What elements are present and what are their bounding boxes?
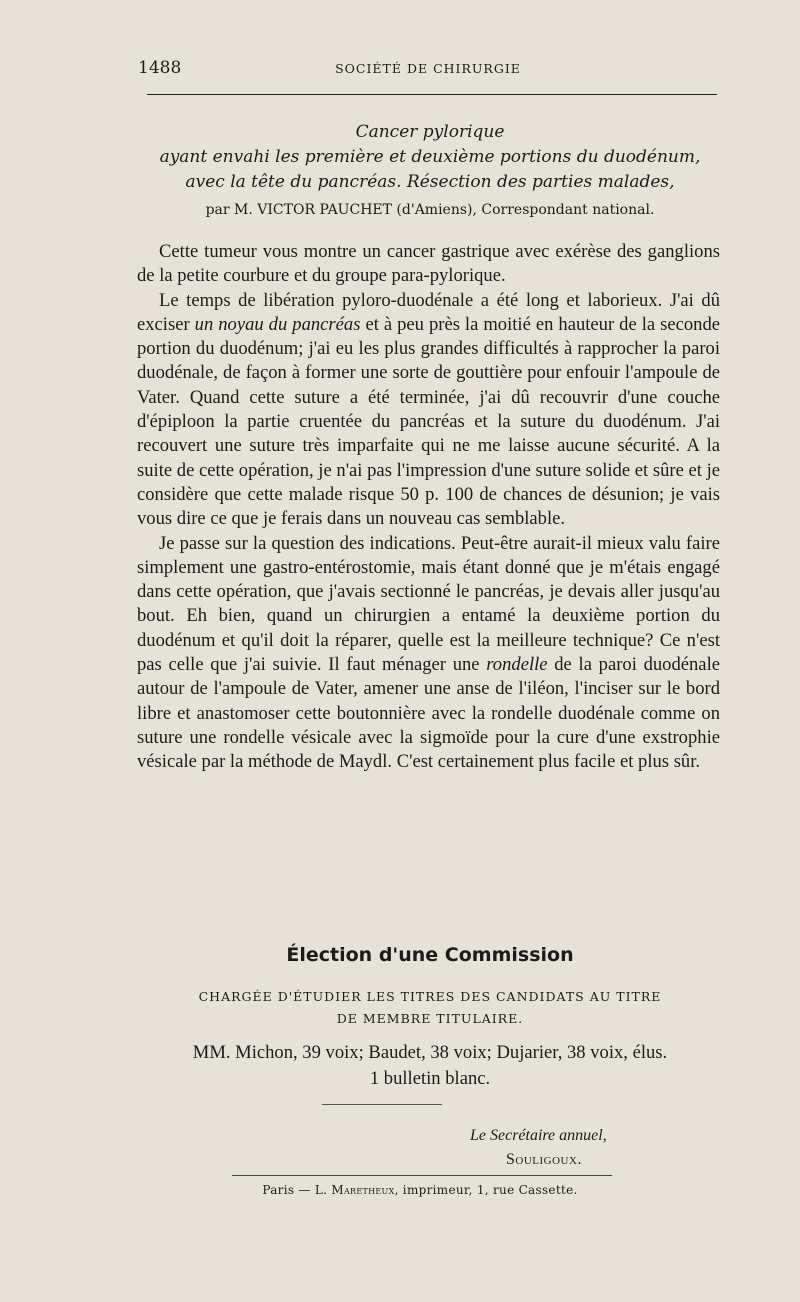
article-body [137, 240, 720, 775]
election-subtitle-line-1: CHARGÉE D'ÉTUDIER LES TITRES DES CANDIDATS AU TITRE [198, 989, 662, 1004]
election-result [100, 1040, 760, 1092]
paragraph-1: Cette tumeur vous montre un cancer gastrique avec exérèse des ganglions de la petite courbure et du groupe para-pylorique. [137, 241, 720, 287]
paragraph-2-text-b: et à peu près la moitié en hauteur de la seconde portion du duodénum; j'ai eu les plus grandes difficultés à rapprocher la paroi duodénale, de façon à former une sorte de gouttière pour enfouir l'ampoule de Vater. Quand cette suture a été terminée, j'ai dû recouvrir d'une couche d'épiploon la partie cruentée du pancréas et la suture du duodénum. J'ai recouvert une suture très imparfaite qui ne me laisse aucune sécurité. A la suite de cette opération, je n'ai pas l'impression d'une suture solide et sûre et je considère que cette malade risque 50 p. 100 de chances de désunion; je vais vous dire ce que je ferais dans un nouveau cas semblable. [137, 313, 720, 530]
paragraph-2-text-a: Le temps de libération pyloro-duodénale a été long et laborieux. J'ai dû exciser [137, 289, 720, 335]
byline-author: VICTOR PAUCHET [257, 202, 392, 218]
paragraph-3 [137, 532, 720, 775]
byline-prefix: par M. [205, 202, 253, 218]
election-title: Élection d'une Commission [286, 944, 574, 966]
election-subtitle [160, 986, 700, 1030]
paragraph-3-text-b: de la paroi duodénale autour de l'ampoule de Vater, amener une anse de l'iléon, l'inciser sur le bord libre et anastomoser cette boutonnière avec la rondelle duodénale comme on suture une rondelle vésicale avec la sigmoïde pour la cure d'une exstrophie vésicale par la méthode de Maydl. C'est certainement plus facile et plus sûr. [137, 654, 720, 773]
signature-name: Souligoux. [506, 1151, 582, 1168]
imprint-prefix: Paris — L. [262, 1183, 328, 1197]
signature-role: Le Secrétaire annuel, [470, 1127, 607, 1144]
paragraph-2 [137, 289, 720, 532]
page-number: 1488 [138, 58, 182, 78]
election-subtitle-line-2: DE MEMBRE TITULAIRE. [336, 1011, 524, 1026]
imprint-suffix: , imprimeur, 1, rue Cassette. [394, 1183, 578, 1197]
article-title-line-3: avec la tête du pancréas. Résection des parties malades, [185, 172, 675, 192]
section-separator [322, 1104, 442, 1105]
article-title-line-1: Cancer pylorique [355, 122, 505, 142]
page-header [138, 58, 718, 82]
running-head: SOCIÉTÉ DE CHIRURGIE [335, 61, 521, 76]
byline-suffix: (d'Amiens), Correspondant national. [396, 202, 655, 218]
article-title-line-2: ayant envahi les première et deuxième portions du duodénum, [159, 147, 701, 167]
imprint-printer: Maretheux [331, 1183, 395, 1197]
article-title [100, 120, 760, 195]
header-rule [147, 94, 717, 95]
printer-imprint [140, 1183, 700, 1197]
byline [100, 202, 760, 218]
signature-block [470, 1124, 700, 1172]
paragraph-2-emphasis: un noyau du pancréas [194, 313, 361, 335]
election-result-line-2: 1 bulletin blanc. [369, 1068, 491, 1089]
paragraph-3-text-a: Je passe sur la question des indications. Peut-être aurait-il mieux valu faire simplement une gastro-entérostomie, mais étant donné que je m'étais engagé dans cette opération, que j'avais sectionné le pancréas, je devais aller jusqu'au bout. Eh bien, quand un chirurgien a entamé la deuxième portion du duodénum et qu'il doit la réparer, quelle est la meilleure technique? Ce n'est pas celle que j'ai suivie. Il faut ménager une [137, 532, 720, 676]
election-result-line-1: MM. Michon, 39 voix; Baudet, 38 voix; Dujarier, 38 voix, élus. [192, 1042, 668, 1063]
footer-rule [232, 1175, 612, 1176]
paragraph-3-emphasis: rondelle [486, 654, 548, 676]
